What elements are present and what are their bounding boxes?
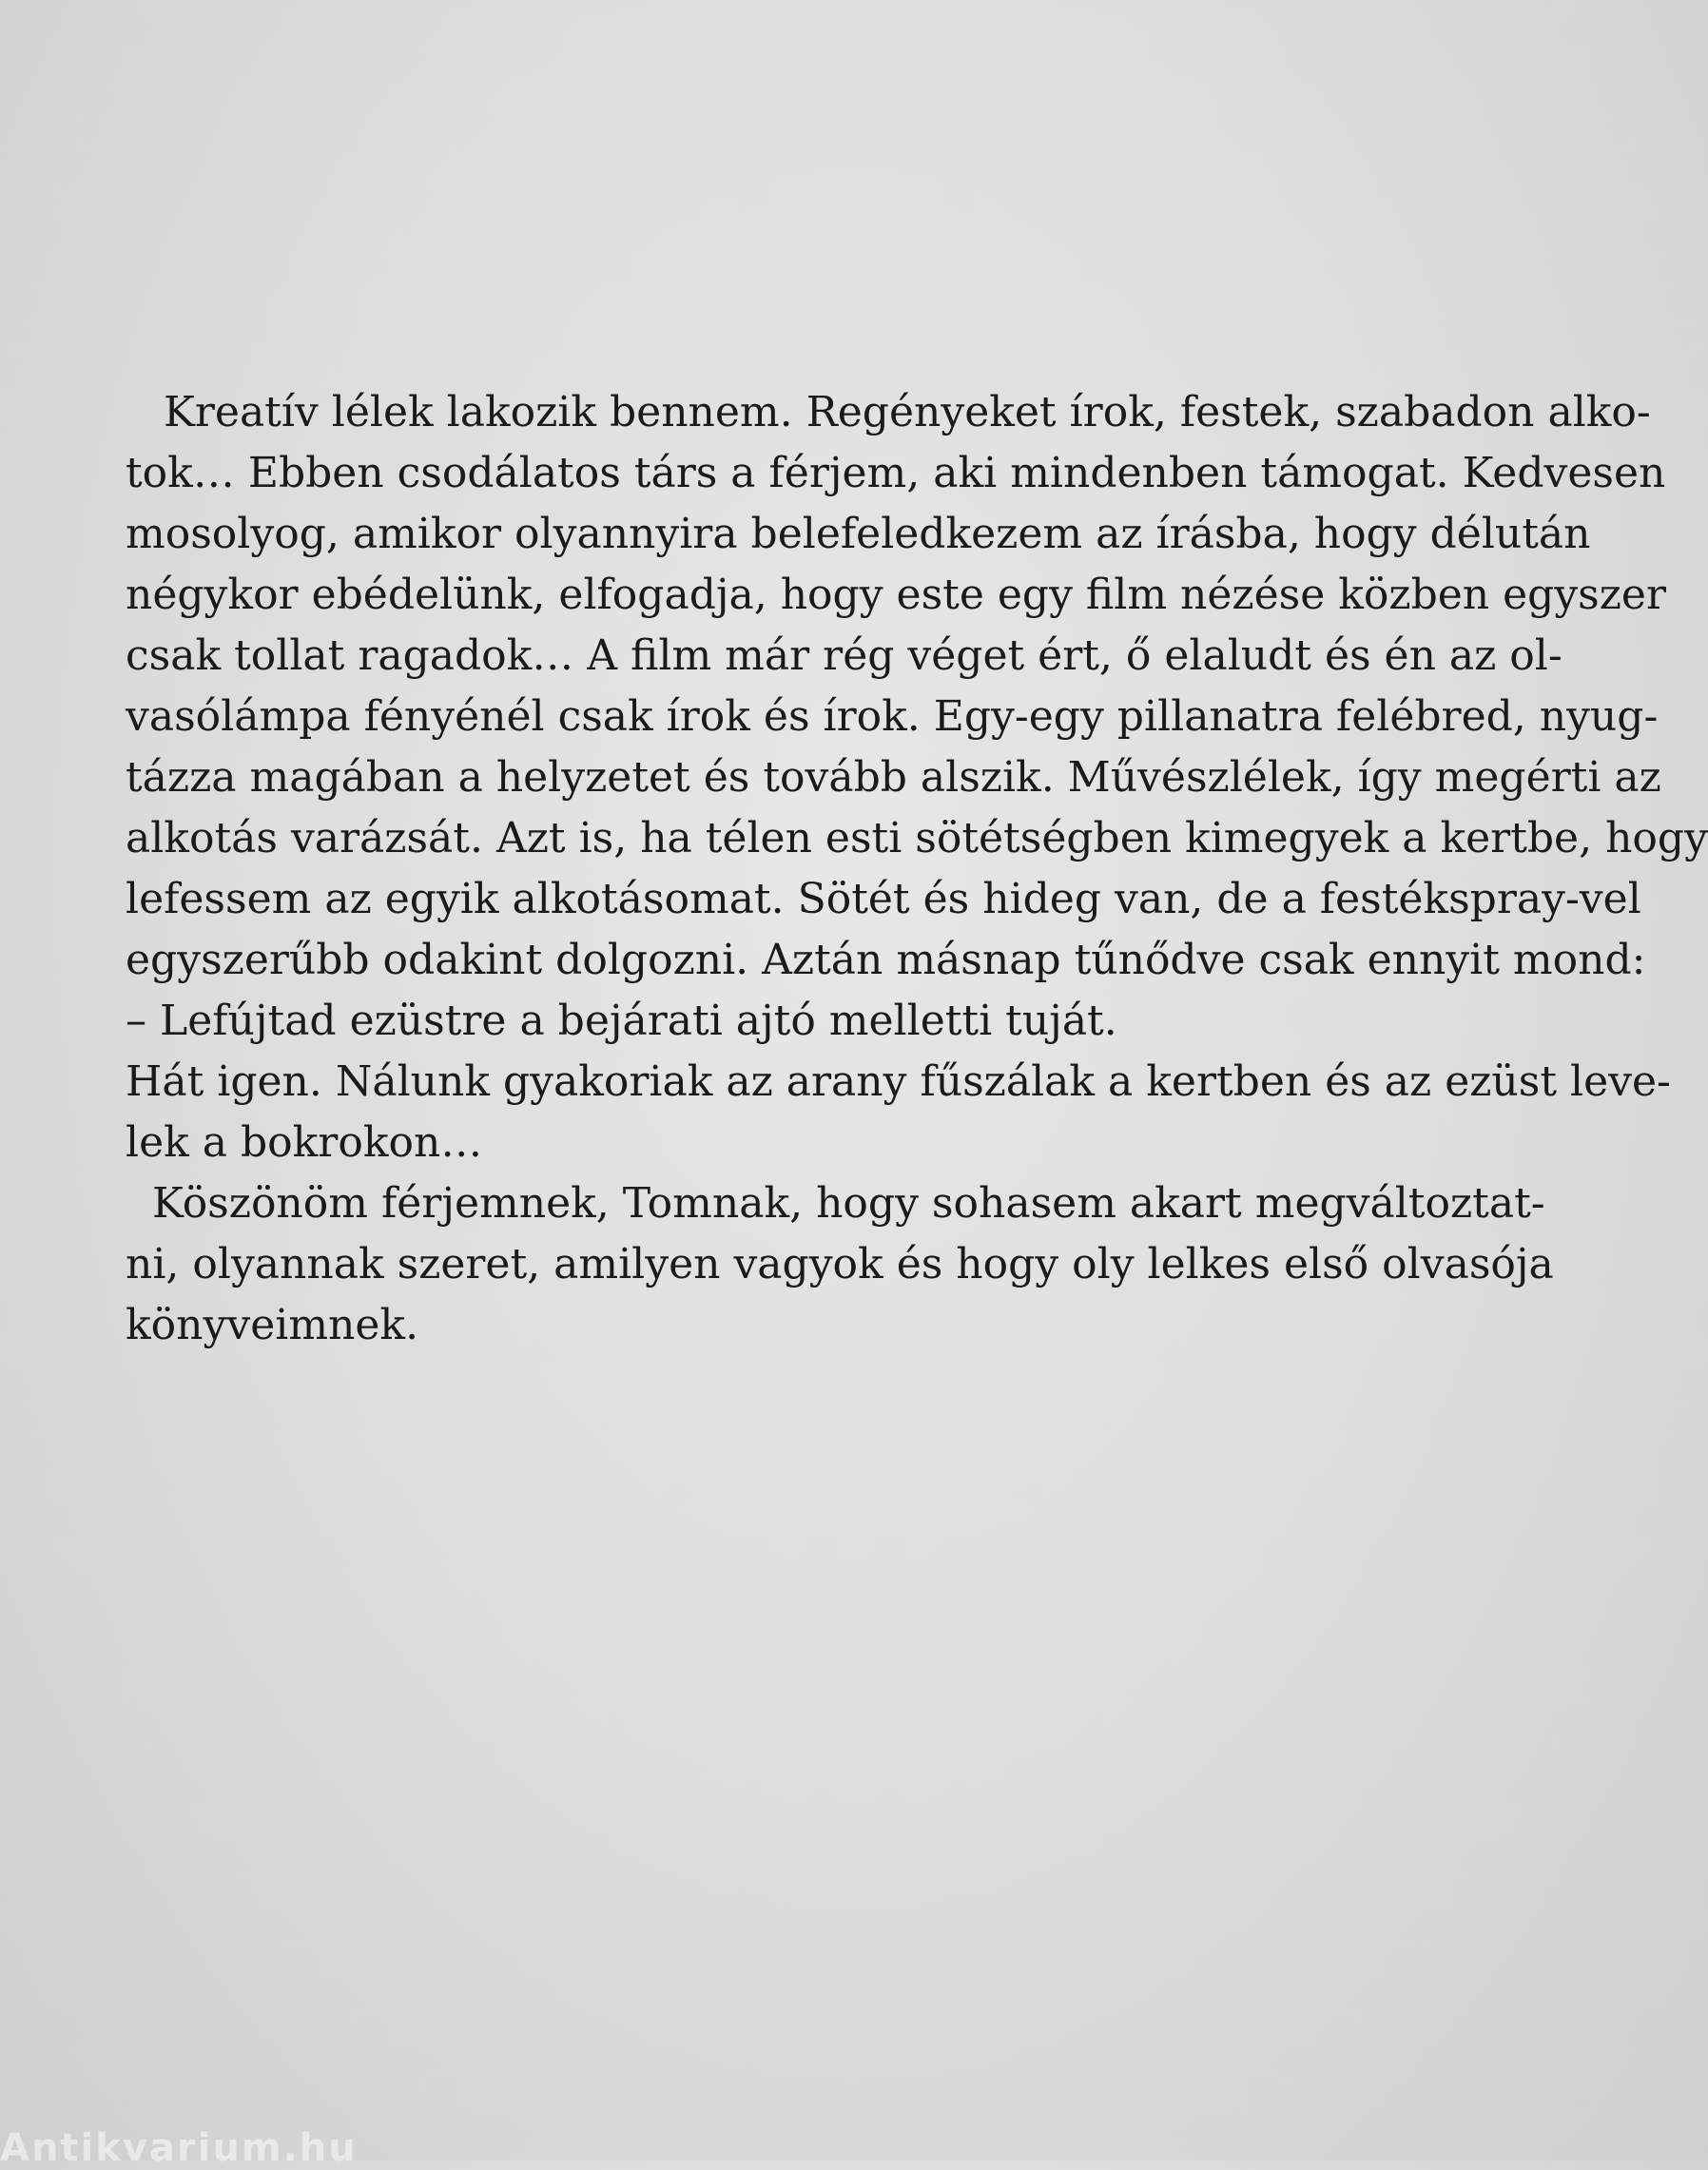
text-line: négykor ebédelünk, elfogadja, hogy este egy film nézése közben egyszer bbox=[126, 571, 1667, 619]
text-line: mosolyog, amikor olyannyira belefeledkezem az írásba, hogy délután bbox=[126, 510, 1591, 558]
text-line: könyveimnek. bbox=[126, 1301, 419, 1349]
text-line: egyszerűbb odakint dolgozni. Aztán másnap tűnődve csak ennyit mond: bbox=[126, 936, 1646, 984]
text-line: vasólámpa fényénél csak írok és írok. Egy-egy pillanatra felébred, nyug- bbox=[126, 692, 1659, 741]
body-text bbox=[126, 382, 1708, 1356]
text-line: csak tollat ragadok… A film már rég véget ért, ő elaludt és én az ol- bbox=[126, 631, 1562, 680]
dialogue-line: – Lefújtad ezüstre a bejárati ajtó melletti tuját. bbox=[126, 997, 1117, 1045]
watermark: Antikvarium.hu bbox=[0, 2126, 358, 2170]
text-line: tázza magában a helyzetet és tovább alszik. Művészlélek, így megérti az bbox=[126, 753, 1661, 802]
text-line: Köszönöm férjemnek, Tomnak, hogy sohasem akart megváltoztat- bbox=[152, 1179, 1545, 1228]
text-line: ni, olyannak szeret, amilyen vagyok és hogy oly lelkes első olvasója bbox=[126, 1240, 1554, 1288]
text-line: tok… Ebben csodálatos társ a férjem, aki mindenben támogat. Kedvesen bbox=[126, 449, 1666, 497]
text-line: Kreatív lélek lakozik bennem. Regényeket írok, festek, szabadon alko- bbox=[164, 388, 1651, 436]
text-line: Hát igen. Nálunk gyakoriak az arany fűszálak a kertben és az ezüst leve- bbox=[126, 1057, 1671, 1106]
text-line: lek a bokrokon… bbox=[126, 1118, 483, 1167]
text-line: alkotás varázsát. Azt is, ha télen esti sötétségben kimegyek a kertbe, hogy bbox=[126, 814, 1708, 862]
text-line: lefessem az egyik alkotásomat. Sötét és hideg van, de a festékspray-vel bbox=[126, 875, 1641, 923]
